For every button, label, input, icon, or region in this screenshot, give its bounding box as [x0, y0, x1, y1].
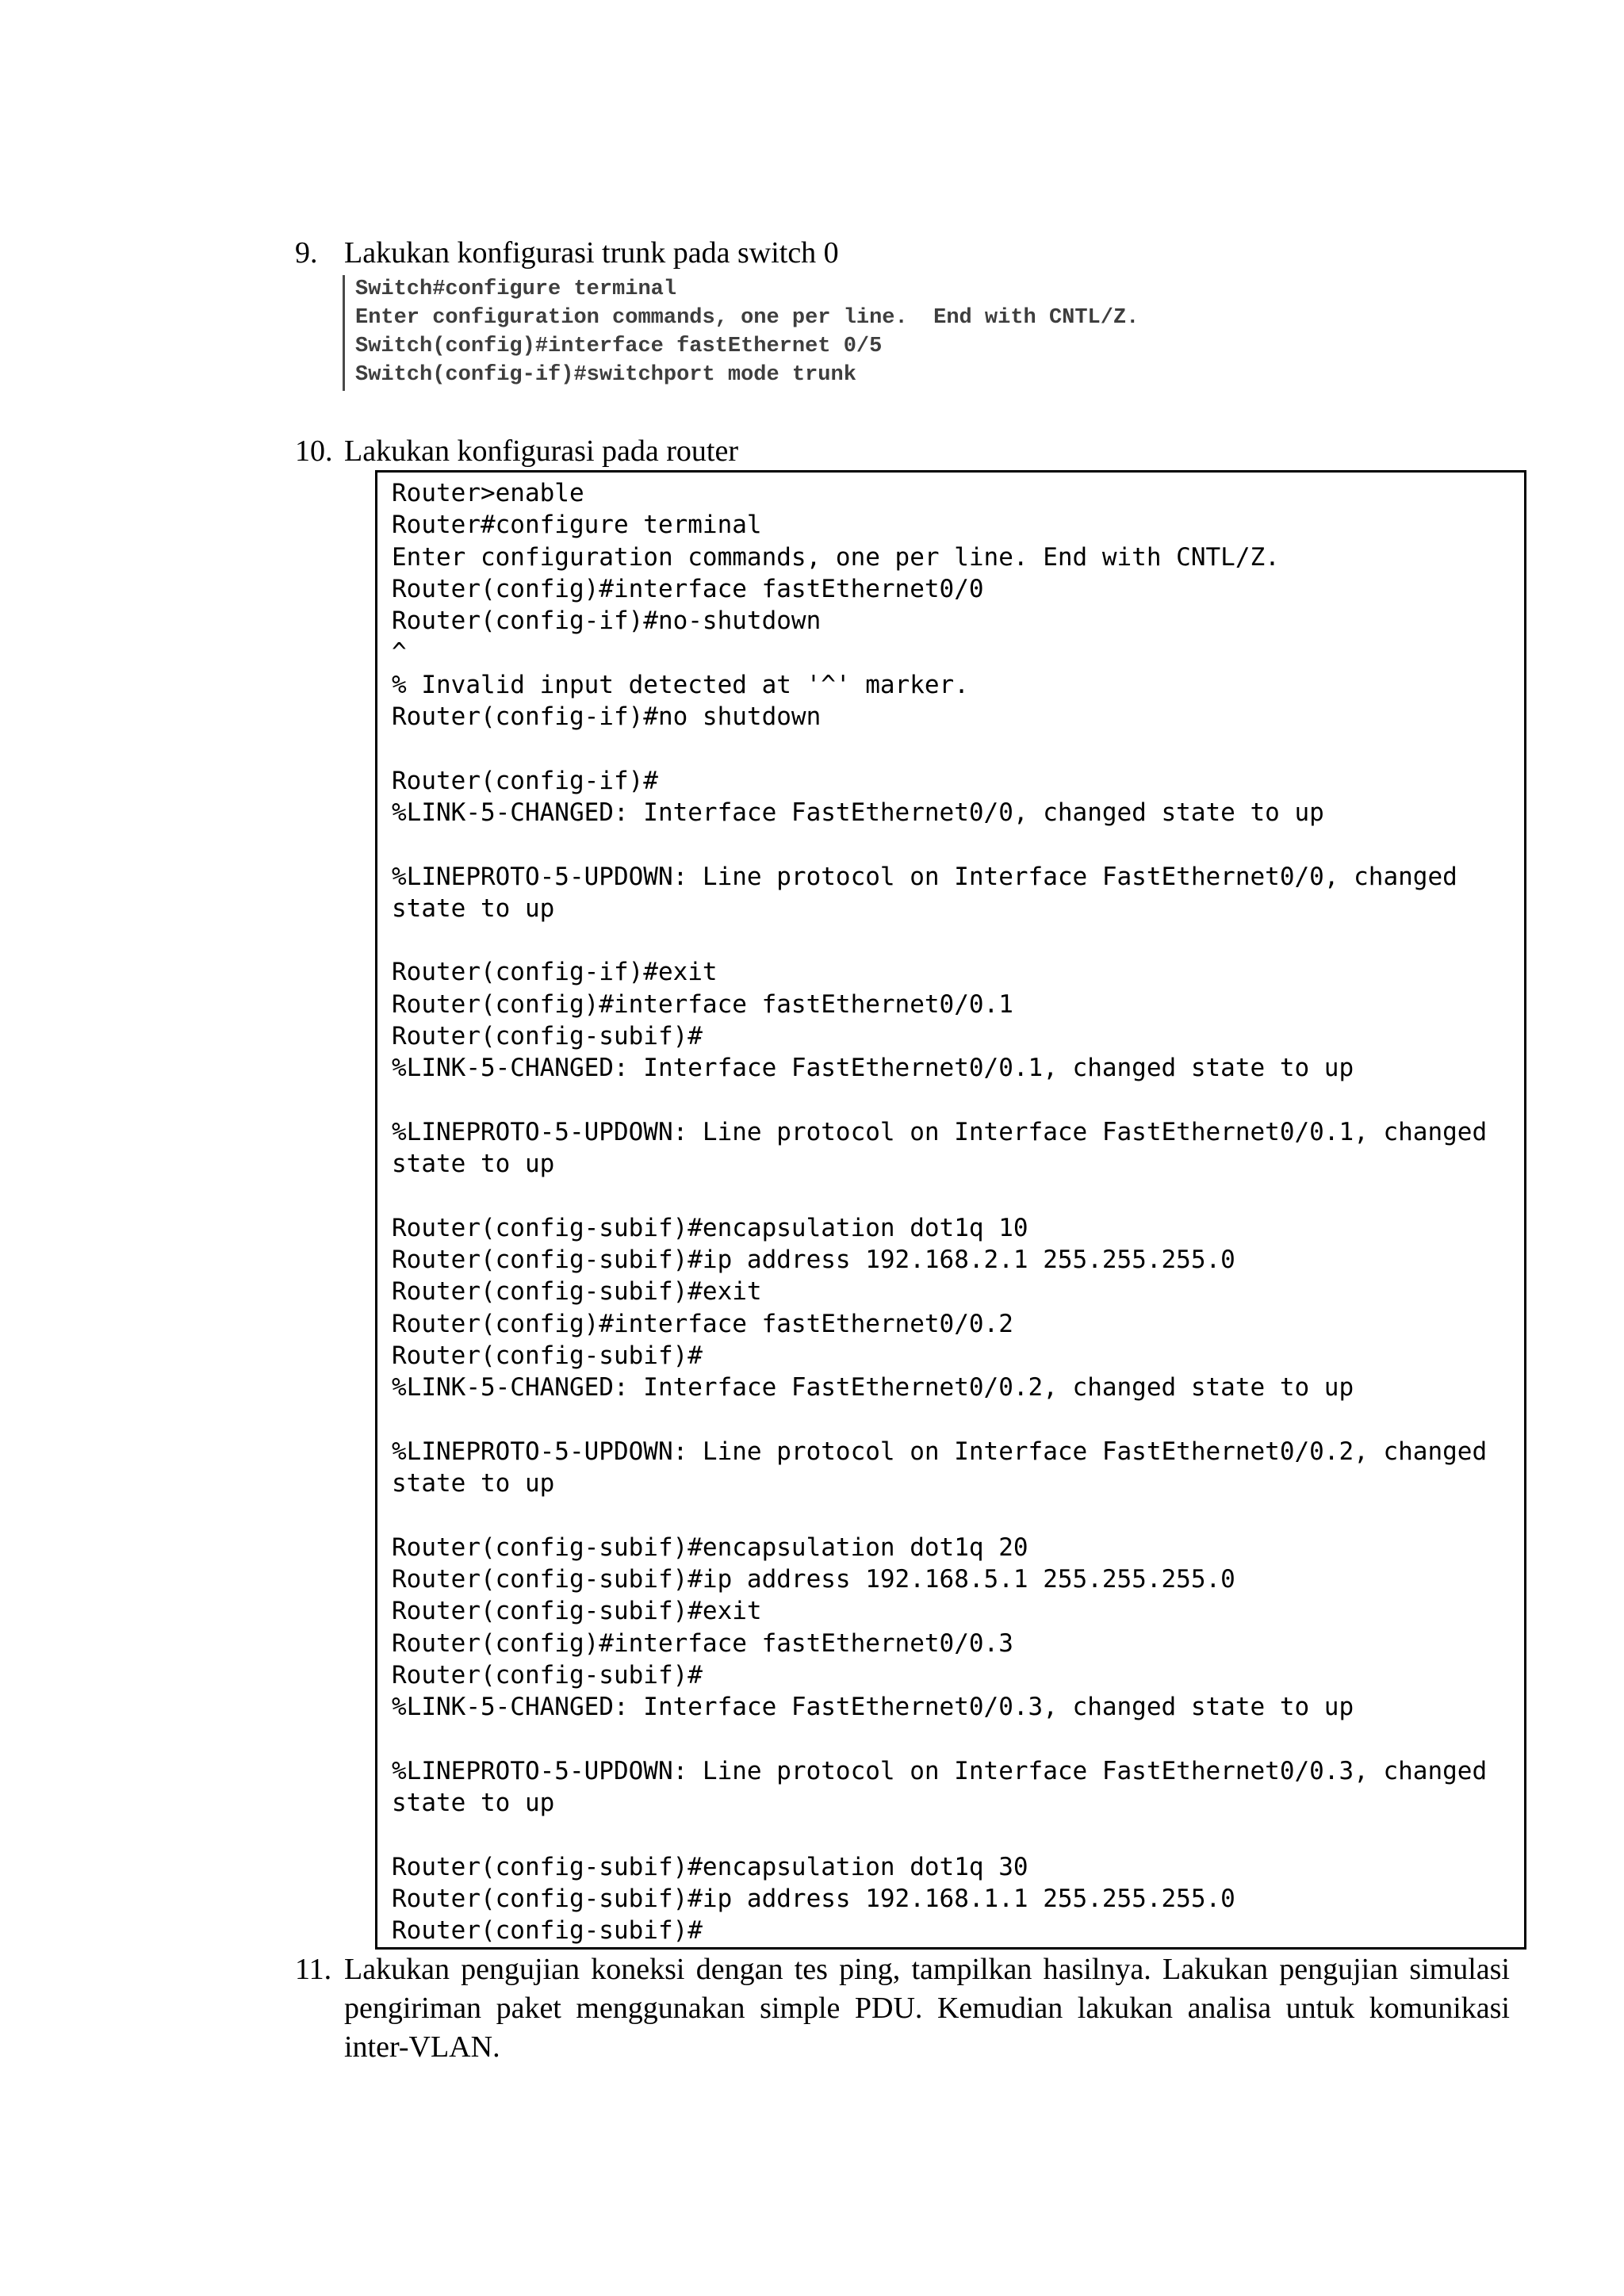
terminal-line: Router(config-subif)#ip address 192.168.5.1 255.255.255.0: [392, 1565, 1235, 1594]
switch-console-line: Switch#configure terminal: [355, 277, 677, 301]
terminal-line: state to up: [392, 1789, 555, 1818]
terminal-line: Router>enable: [392, 479, 584, 507]
terminal-line: %LINK-5-CHANGED: Interface FastEthernet0/0.2, changed state to up: [392, 1373, 1354, 1402]
terminal-line: Router(config-subif)#ip address 192.168.2.1 255.255.255.0: [392, 1246, 1235, 1275]
terminal-line: Router(config-if)#no shutdown: [392, 702, 822, 732]
terminal-line: Router#configure terminal: [392, 511, 762, 540]
terminal-line: ^: [392, 638, 407, 668]
terminal-line: Router(config-if)#no-shutdown: [392, 607, 822, 636]
terminal-line: Router(config-if)#exit: [392, 958, 718, 987]
terminal-line: Router(config-subif)#encapsulation dot1q 10: [392, 1213, 1028, 1242]
step-10-text: Lakukan konfigurasi pada router: [344, 434, 738, 468]
terminal-line: %LINK-5-CHANGED: Interface FastEthernet0/0.1, changed state to up: [392, 1054, 1354, 1083]
terminal-line: [392, 733, 1524, 764]
terminal-line: Router(config-subif)#encapsulation dot1q 30: [392, 1852, 1028, 1881]
terminal-line: [392, 828, 1524, 860]
terminal-line: Router(config)#interface fastEthernet0/0.1: [392, 989, 1013, 1019]
terminal-line: % Invalid input detected at '^' marker.: [392, 670, 969, 699]
terminal-line: Router(config-subif)#exit: [392, 1597, 762, 1626]
terminal-line: %LINEPROTO-5-UPDOWN: Line protocol on Interface FastEthernet0/0.3, changed: [392, 1756, 1488, 1785]
terminal-line: Router(config-subif)#: [392, 1341, 703, 1371]
terminal-line: state to up: [392, 1150, 555, 1179]
switch-console-line: Enter configuration commands, one per line. End with CNTL/Z.: [355, 306, 1139, 330]
terminal-line: %LINK-5-CHANGED: Interface FastEthernet0/0.3, changed state to up: [392, 1693, 1354, 1722]
terminal-line: state to up: [392, 1469, 555, 1498]
terminal-line: %LINEPROTO-5-UPDOWN: Line protocol on Interface FastEthernet0/0.1, changed: [392, 1117, 1488, 1146]
terminal-line: Router(config-subif)#: [392, 1022, 703, 1051]
terminal-line: Enter configuration commands, one per line. End with CNTL/Z.: [392, 542, 1280, 572]
terminal-line: Router(config-subif)#: [392, 1916, 703, 1946]
step-9-heading: [295, 234, 839, 272]
step-10-heading: [295, 432, 738, 470]
terminal-line: [392, 1181, 1524, 1212]
terminal-line: [392, 1500, 1524, 1532]
terminal-line: Router(config-subif)#ip address 192.168.1.1 255.255.255.0: [392, 1885, 1235, 1914]
step-9-number: 9.: [295, 236, 318, 270]
terminal-line: state to up: [392, 894, 555, 923]
step-11-number: 11.: [295, 1953, 332, 1986]
terminal-line: [392, 1085, 1524, 1116]
terminal-line: Router(config-subif)#: [392, 1660, 703, 1689]
step-10-number: 10.: [295, 434, 333, 468]
switch-console-screenshot: [343, 275, 1270, 391]
switch-console-line: Switch(config)#interface fastEthernet 0/5: [355, 335, 883, 358]
terminal-line: Router(config)#interface fastEthernet0/0.2: [392, 1309, 1013, 1338]
step-11-text: Lakukan pengujian koneksi dengan tes ping, tampilkan hasilnya. Lakukan pengujian simulasi pengiriman paket menggunakan simple PDU. Kemudian lakukan analisa untuk komunikasi inter-VLAN.: [344, 1953, 1510, 2064]
terminal-line: %LINEPROTO-5-UPDOWN: Line protocol on Interface FastEthernet0/0, changed: [392, 862, 1457, 891]
terminal-line: Router(config-if)#: [392, 766, 658, 795]
terminal-line: [392, 924, 1524, 956]
step-9-text: Lakukan konfigurasi trunk pada switch 0: [344, 236, 839, 270]
router-config-terminal: [375, 470, 1526, 1950]
terminal-line: [392, 1819, 1524, 1850]
terminal-line: [392, 1404, 1524, 1436]
terminal-line: %LINK-5-CHANGED: Interface FastEthernet0/0, changed state to up: [392, 798, 1324, 827]
terminal-line: Router(config-subif)#exit: [392, 1277, 762, 1307]
terminal-line: %LINEPROTO-5-UPDOWN: Line protocol on Interface FastEthernet0/0.2, changed: [392, 1437, 1488, 1466]
terminal-line: Router(config-subif)#encapsulation dot1q 20: [392, 1533, 1028, 1562]
terminal-line: Router(config)#interface fastEthernet0/0.3: [392, 1628, 1013, 1658]
switch-console-line: Switch(config-if)#switchport mode trunk: [355, 363, 856, 387]
step-11-paragraph: [295, 1950, 1510, 2067]
terminal-line: Router(config)#interface fastEthernet0/0: [392, 574, 984, 603]
terminal-line: [392, 1724, 1524, 1755]
